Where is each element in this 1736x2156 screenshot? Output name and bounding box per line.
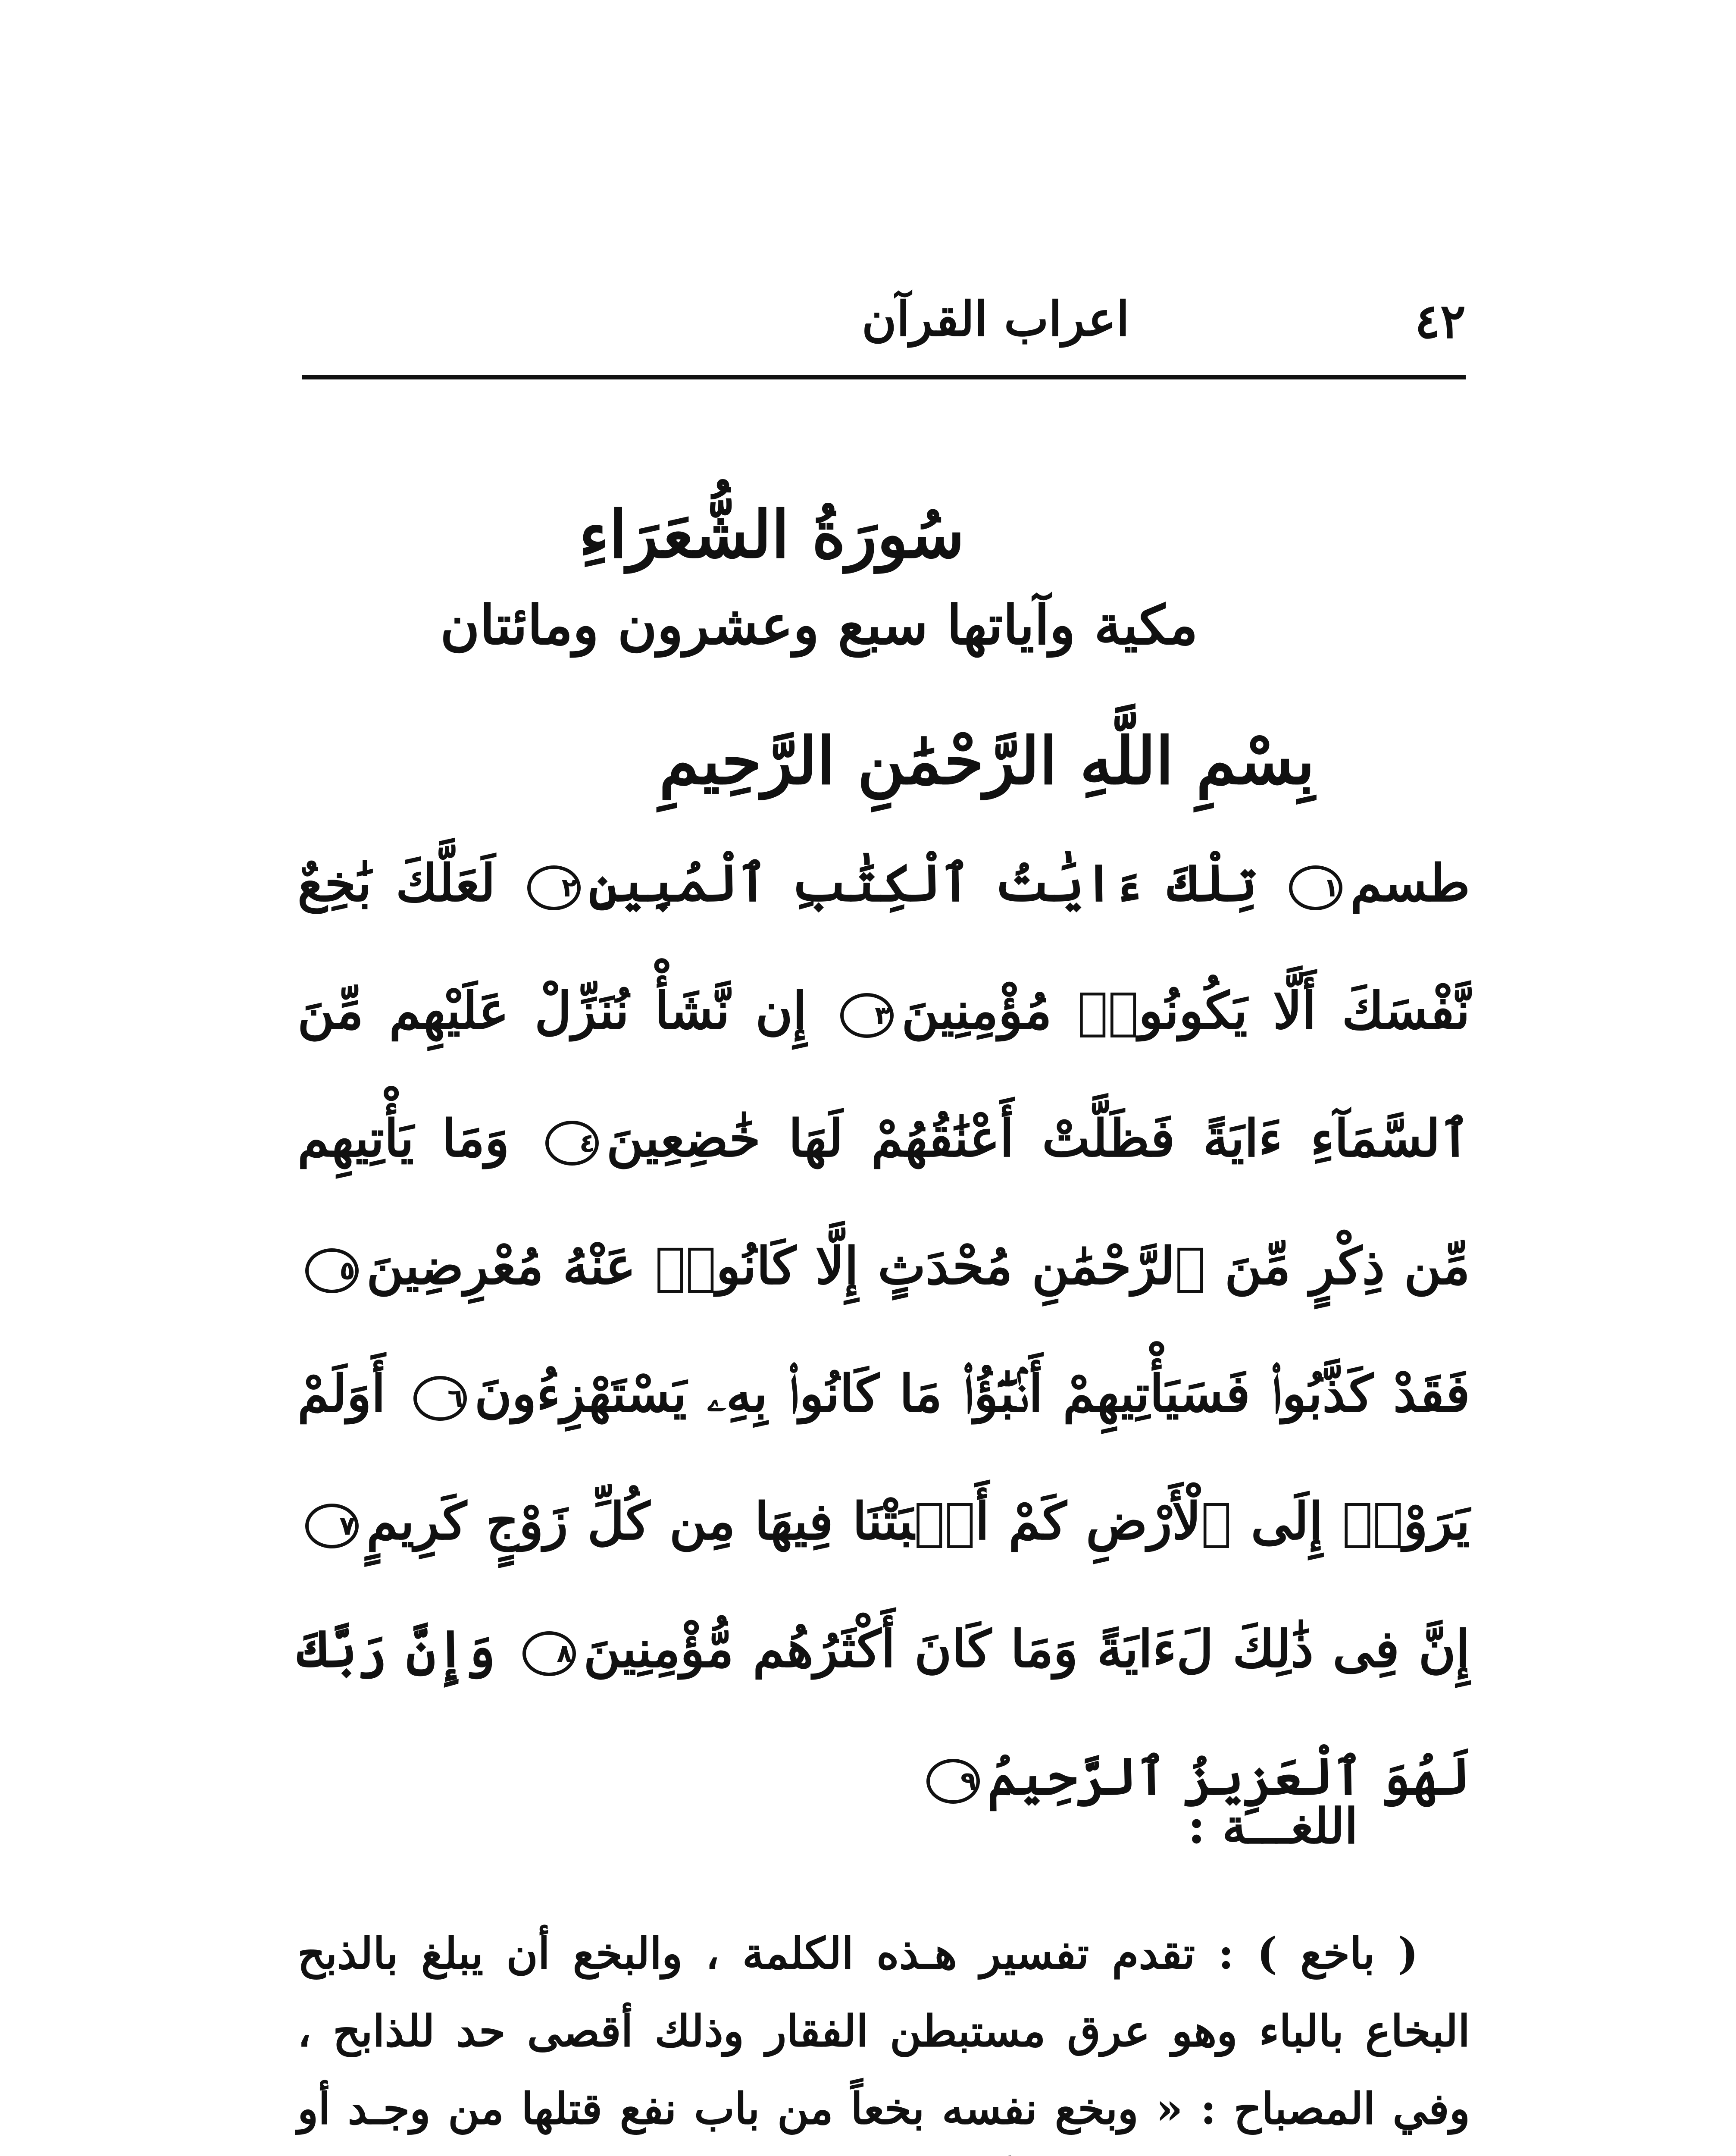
commentary — [297, 1915, 1470, 2156]
surah-heading — [302, 492, 1466, 666]
commentary-paragraph: ( باخع ) : تقدم تفسير هـذه الكلمة ، والبخع أن يبلغ بالذبح البخاع بالباء وهو عرق مستبطن الفقار وذلك أقصى حد للذابح ، وفي المصباح : « وبخع نفسه بخعاً من باب نفع قتلها من وجـد أو — [297, 1928, 1470, 2134]
header-rule — [302, 375, 1466, 379]
verse-text: إِن نَّشَأْ نُنَزِّلْ عَلَيْهِم مِّنَ ٱلسَّمَآءِ ءَايَةً فَظَلَّتْ أَعْنَٰقُهُمْ لَهَا خَٰضِعِينَ — [297, 981, 1470, 1168]
verse-number-marker: ٣ — [840, 993, 894, 1038]
verse-number-marker: ٨ — [522, 1631, 576, 1676]
verse-text: تِلْكَ ءَايَٰتُ ٱلْكِتَٰبِ ٱلْمُبِينِ — [588, 853, 1257, 913]
surah-info: مكية وآياتها سبع وعشرون ومائتان — [440, 594, 1198, 657]
verse-number-marker: ٦ — [413, 1376, 467, 1421]
verse-number-marker: ١ — [1289, 865, 1342, 910]
verse-number-marker: ٤ — [545, 1121, 599, 1166]
verse-number-marker: ٧ — [305, 1504, 359, 1548]
verse-number-marker: ٢ — [527, 865, 581, 910]
verse-text: لَعَلَّكَ بَٰخِعٌ نَّفْسَكَ أَلَّا يَكُونُوا۟ مُؤْمِنِينَ — [297, 853, 1470, 1040]
verse-text: وَمَا يَأْتِيهِم مِّن ذِكْرٍ مِّنَ ٱلرَّحْمَٰنِ مُحْدَثٍ إِلَّا كَانُوا۟ عَنْهُ مُعْرِضِينَ — [297, 1108, 1470, 1296]
basmala — [474, 720, 1315, 806]
surah-name: سُورَةُ الشُّعَرَاءِ — [579, 497, 965, 573]
verse-text: طسم — [1350, 853, 1470, 913]
running-title: اعراب القرآن — [861, 291, 1129, 347]
page-number: ٤٢ — [1414, 293, 1466, 349]
verse-text: فَقَدْ كَذَّبُوا۟ فَسَيَأْتِيهِمْ أَنۢبَٰٓؤُا۟ مَا كَانُوا۟ بِهِۦ يَسْتَهْزِءُونَ — [474, 1363, 1470, 1423]
basmala-text: بِسْمِ اللَّهِ الرَّحْمَٰنِ الرَّحِيمِ — [659, 723, 1315, 799]
verse-text: وَإِنَّ رَبَّكَ لَهُوَ ٱلْعَزِيزُ ٱلرَّحِيمُ — [297, 1619, 1470, 1806]
quran-verses — [297, 819, 1470, 1840]
verse-number-marker: ٩ — [926, 1759, 980, 1804]
lughah-heading: اللغـــة : — [1187, 1798, 1358, 1855]
verse-text: أَوَلَمْ يَرَوْا۟ إِلَى ٱلْأَرْضِ كَمْ أَنۢبَتْنَا فِيهَا مِن كُلِّ زَوْجٍ كَرِيمٍ — [297, 1363, 1470, 1551]
page-header — [302, 285, 1466, 362]
verse-number-marker: ٥ — [305, 1248, 359, 1293]
verse-text: إِنَّ فِى ذَٰلِكَ لَءَايَةً وَمَا كَانَ أَكْثَرُهُم مُّؤْمِنِينَ — [583, 1619, 1470, 1679]
